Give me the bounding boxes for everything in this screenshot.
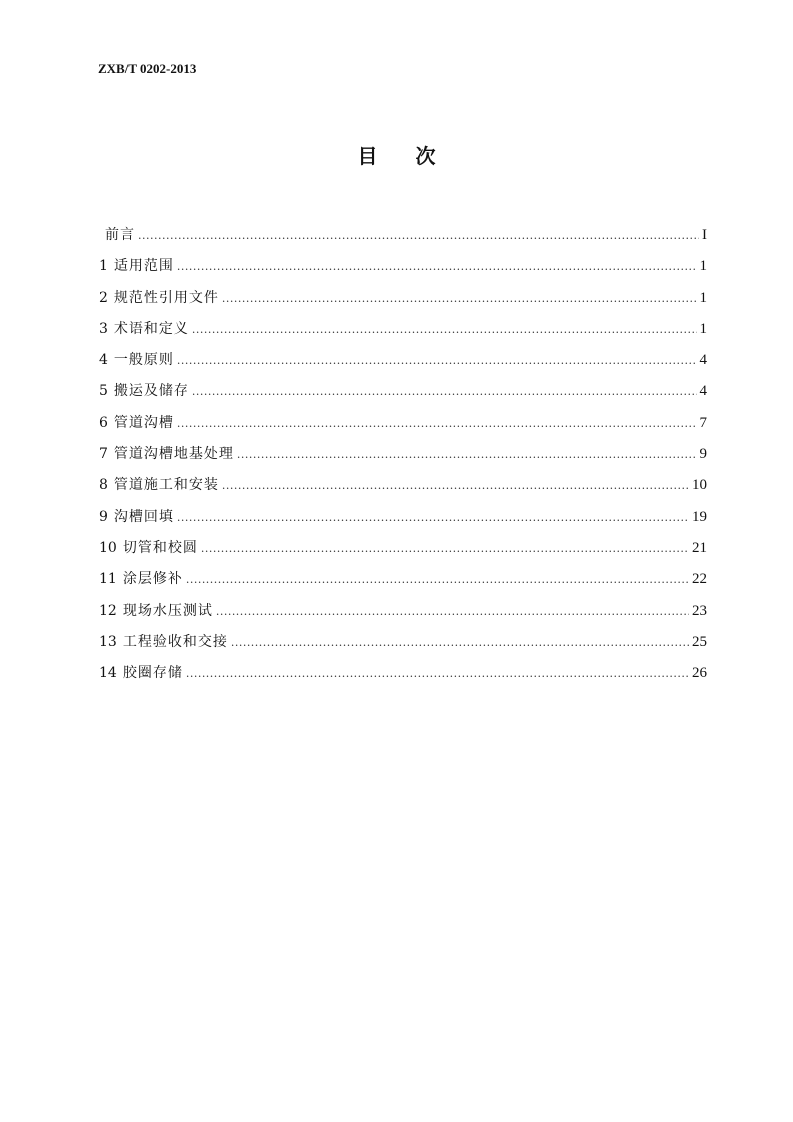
toc-entry-label: 管道沟槽地基处理	[113, 446, 234, 463]
toc-entry-number: 13	[99, 633, 117, 650]
toc-entry-page: 7	[699, 414, 707, 431]
toc-entry-number: 1	[99, 258, 108, 275]
toc-entry-3[interactable]	[99, 319, 707, 350]
toc-leader-dots	[177, 351, 697, 371]
toc-entry-label: 切管和校圆	[122, 539, 198, 556]
toc-entry-label: 胶圈存储	[122, 665, 183, 682]
toc-entry-page: 1	[699, 320, 707, 337]
toc-entry-page: 25	[692, 633, 707, 650]
toc-entry-number: 14	[99, 665, 117, 682]
toc-leader-dots	[192, 382, 697, 402]
toc-entry-page: I	[702, 227, 707, 243]
toc-entry-page: 21	[692, 539, 707, 556]
toc-leader-dots	[177, 508, 689, 528]
toc-entry-label: 适用范围	[113, 258, 174, 275]
toc-entry-number: 7	[99, 446, 108, 463]
toc-leader-dots	[192, 320, 697, 340]
toc-entry-number: 6	[99, 414, 108, 431]
document-code: ZXB/T 0202-2013	[98, 61, 197, 76]
toc-leader-dots	[222, 289, 697, 309]
toc-entry-11[interactable]	[99, 569, 707, 600]
toc-entry-page: 26	[692, 665, 707, 682]
toc-entry-page: 22	[692, 571, 707, 588]
toc-entry-number: 9	[99, 508, 108, 525]
toc-entry-number: 12	[99, 602, 117, 619]
toc-leader-dots	[216, 602, 689, 622]
toc-entry-page: 4	[699, 383, 707, 400]
toc-entry-number: 4	[99, 352, 108, 369]
toc-entry-9[interactable]	[99, 507, 707, 538]
toc-entry-10[interactable]	[99, 538, 707, 569]
toc-entry-2[interactable]	[99, 288, 707, 319]
toc-entry-page: 10	[692, 477, 707, 494]
toc-leader-dots	[231, 633, 689, 653]
toc-entry-5[interactable]	[99, 381, 707, 412]
toc-leader-dots	[201, 539, 689, 559]
toc-entry-14[interactable]	[99, 663, 707, 694]
toc-leader-dots	[177, 414, 697, 434]
toc-entry-page: 23	[692, 602, 707, 619]
toc-entry-12[interactable]	[99, 601, 707, 632]
toc-leader-dots	[138, 226, 699, 246]
table-of-contents	[99, 225, 707, 694]
toc-entry-label: 一般原则	[113, 352, 174, 369]
toc-entry-label: 现场水压测试	[122, 602, 213, 619]
toc-entry-13[interactable]	[99, 632, 707, 663]
toc-leader-dots	[237, 445, 697, 465]
toc-entry-6[interactable]	[99, 413, 707, 444]
page-title: 目次	[357, 144, 474, 168]
toc-entry-label: 涂层修补	[122, 571, 183, 588]
toc-entry-number: 5	[99, 383, 108, 400]
toc-entry-number: 11	[99, 571, 117, 588]
toc-entry-page: 1	[699, 258, 707, 275]
toc-entry-page: 4	[699, 352, 707, 369]
toc-entry-page: 19	[692, 508, 707, 525]
toc-entry-1[interactable]	[99, 256, 707, 287]
toc-entry-label: 管道施工和安装	[113, 477, 219, 494]
toc-leader-dots	[177, 257, 697, 277]
toc-entry-label: 搬运及储存	[113, 383, 189, 400]
toc-entry-number: 3	[99, 320, 108, 337]
toc-entry-foreword[interactable]	[99, 225, 707, 256]
toc-leader-dots	[186, 664, 689, 684]
toc-leader-dots	[222, 476, 689, 496]
toc-entry-label: 沟槽回填	[113, 508, 174, 525]
toc-entry-4[interactable]	[99, 350, 707, 381]
toc-entry-7[interactable]	[99, 444, 707, 475]
toc-entry-label: 管道沟槽	[113, 414, 174, 431]
toc-entry-8[interactable]	[99, 475, 707, 506]
toc-entry-label: 工程验收和交接	[122, 633, 228, 650]
toc-entry-page: 1	[699, 289, 707, 306]
toc-entry-label: 前言	[105, 227, 135, 243]
toc-entry-page: 9	[699, 446, 707, 463]
toc-leader-dots	[186, 570, 689, 590]
toc-entry-label: 规范性引用文件	[113, 289, 219, 306]
toc-entry-number: 2	[99, 289, 108, 306]
toc-entry-number: 8	[99, 477, 108, 494]
toc-entry-label: 术语和定义	[113, 320, 189, 337]
toc-entry-number: 10	[99, 539, 117, 556]
